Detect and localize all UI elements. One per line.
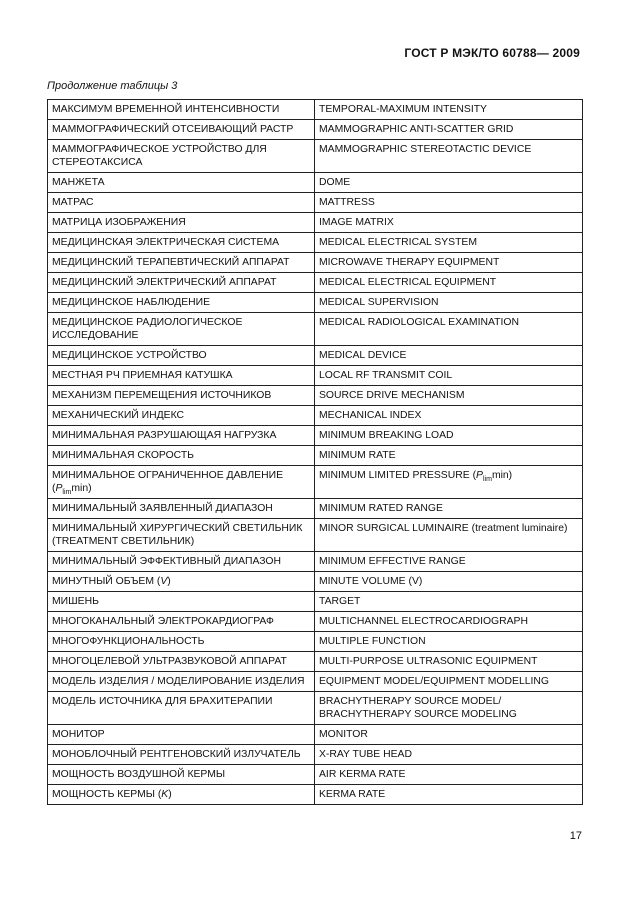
term-ru-cell	[48, 273, 315, 293]
term-ru-cell	[48, 692, 315, 725]
table-row	[48, 446, 583, 466]
term-en: MINOR SURGICAL LUMINAIRE (treatment luminaire)	[319, 523, 568, 534]
term-en-cell	[315, 572, 583, 592]
term-en-cell	[315, 745, 583, 765]
term-ru: МЕХАНИЗМ ПЕРЕМЕЩЕНИЯ ИСТОЧНИКОВ	[52, 390, 272, 401]
term-ru-cell: МИНУТНЫЙ ОБЪЕМ (V)	[48, 572, 315, 592]
term-en-cell	[315, 366, 583, 386]
table-row	[48, 313, 583, 346]
table-caption: Продолжение таблицы 3	[47, 80, 178, 92]
term-ru: МАТРИЦА ИЗОБРАЖЕНИЯ	[52, 217, 186, 228]
term-ru-cell	[48, 725, 315, 745]
term-ru-cell	[48, 446, 315, 466]
table-row	[48, 366, 583, 386]
term-en: AIR KERMA RATE	[319, 769, 406, 780]
table-row	[48, 612, 583, 632]
term-en-cell	[315, 765, 583, 785]
table-row	[48, 765, 583, 785]
page-number: 17	[569, 830, 582, 842]
term-ru-cell	[48, 173, 315, 193]
term-en-cell	[315, 632, 583, 652]
table-row	[48, 572, 583, 592]
term-ru-cell	[48, 552, 315, 572]
term-ru-cell	[48, 765, 315, 785]
term-en-cell	[315, 592, 583, 612]
term-en: MULTI-PURPOSE ULTRASONIC EQUIPMENT	[319, 656, 538, 667]
term-en-cell	[315, 406, 583, 426]
term-ru-subscript: lim	[62, 489, 72, 497]
table-row	[48, 233, 583, 253]
term-en-cell	[315, 446, 583, 466]
term-en: MEDICAL DEVICE	[319, 350, 407, 361]
term-ru: МАТРАС	[52, 197, 94, 208]
term-ru-cell	[48, 140, 315, 173]
term-ru-cell	[48, 313, 315, 346]
term-ru: МИНИМАЛЬНОЕ ОГРАНИЧЕННОЕ ДАВЛЕНИЕ	[52, 470, 283, 481]
table-row	[48, 293, 583, 313]
term-en-cell	[315, 173, 583, 193]
term-en: MECHANICAL INDEX	[319, 410, 422, 421]
term-en: IMAGE MATRIX	[319, 217, 394, 228]
term-ru: МОНОБЛОЧНЫЙ РЕНТГЕНОВСКИЙ ИЗЛУЧАТЕЛЬ	[52, 749, 301, 760]
term-en: MINIMUM LIMITED PRESSURE	[319, 470, 470, 481]
term-ru-cell	[48, 100, 315, 120]
term-en: KERMA RATE	[319, 789, 386, 800]
term-ru-cell	[48, 499, 315, 519]
term-en: MINIMUM RATE	[319, 450, 396, 461]
term-ru-cell	[48, 745, 315, 765]
table-row	[48, 499, 583, 519]
term-ru-cell	[48, 120, 315, 140]
term-en-tail: min)	[491, 470, 513, 481]
term-en-cell	[315, 552, 583, 572]
term-ru-symbol: K	[161, 789, 169, 800]
term-ru: МАНЖЕТА	[52, 177, 105, 188]
term-en-cell	[315, 120, 583, 140]
term-en: MEDICAL RADIOLOGICAL EXAMINATION	[319, 317, 519, 328]
term-ru-cell	[48, 293, 315, 313]
term-en-cell	[315, 100, 583, 120]
term-ru-cell: МОЩНОСТЬ КЕРМЫ (K)	[48, 785, 315, 805]
term-ru: МЕДИЦИНСКОЕ УСТРОЙСТВО	[52, 350, 207, 361]
term-ru-cell	[48, 632, 315, 652]
table-row	[48, 672, 583, 692]
table-row	[48, 519, 583, 552]
table-row	[48, 552, 583, 572]
table-row	[48, 346, 583, 366]
term-ru: МНОГОФУНКЦИОНАЛЬНОСТЬ	[52, 636, 205, 647]
term-en: MICROWAVE THERAPY EQUIPMENT	[319, 257, 500, 268]
term-en: MAMMOGRAPHIC ANTI-SCATTER GRID	[319, 124, 514, 135]
term-en: EQUIPMENT MODEL/EQUIPMENT MODELLING	[319, 676, 549, 687]
term-ru: МАММОГРАФИЧЕСКОЕ УСТРОЙСТВО ДЛЯ СТЕРЕОТАКСИСА	[52, 144, 267, 168]
term-ru-tail: min)	[71, 483, 92, 494]
term-ru-cell	[48, 652, 315, 672]
term-en-cell	[315, 785, 583, 805]
table-row	[48, 253, 583, 273]
term-ru: МНОГОЦЕЛЕВОЙ УЛЬТРАЗВУКОВОЙ АППАРАТ	[52, 656, 287, 667]
table-row	[48, 273, 583, 293]
terms-table	[47, 99, 583, 805]
term-en: MEDICAL SUPERVISION	[319, 297, 439, 308]
term-en-cell	[315, 499, 583, 519]
term-en: X-RAY TUBE HEAD	[319, 749, 412, 760]
term-en: TARGET	[319, 596, 361, 607]
table-row	[48, 213, 583, 233]
term-en-symbol: P	[476, 470, 483, 481]
term-ru-cell	[48, 592, 315, 612]
term-en: MEDICAL ELECTRICAL SYSTEM	[319, 237, 478, 248]
term-ru-cell	[48, 366, 315, 386]
term-ru-cell	[48, 233, 315, 253]
table-row	[48, 386, 583, 406]
table-row	[48, 120, 583, 140]
term-ru: МЕХАНИЧЕСКИЙ ИНДЕКС	[52, 410, 185, 421]
term-ru: МИНИМАЛЬНЫЙ ЭФФЕКТИВНЫЙ ДИАПАЗОН	[52, 556, 282, 567]
table-row	[48, 632, 583, 652]
term-ru-cell	[48, 213, 315, 233]
term-en-cell	[315, 253, 583, 273]
term-en-cell	[315, 140, 583, 173]
term-ru-cell	[48, 253, 315, 273]
table-row	[48, 592, 583, 612]
term-ru: МИНИМАЛЬНЫЙ ЗАЯВЛЕННЫЙ ДИАПАЗОН	[52, 503, 273, 514]
term-en-cell	[315, 213, 583, 233]
term-ru: МЕДИЦИНСКИЙ ЭЛЕКТРИЧЕСКИЙ АППАРАТ	[52, 277, 277, 288]
term-en-cell	[315, 692, 583, 725]
term-en: SOURCE DRIVE MECHANISM	[319, 390, 465, 401]
term-en: MINIMUM RATED RANGE	[319, 503, 443, 514]
term-ru-cell: МИНИМАЛЬНОЕ ОГРАНИЧЕННОЕ ДАВЛЕНИЕ $(P_{lim}\min)$	[48, 466, 315, 499]
table-row	[48, 173, 583, 193]
term-ru: МОНИТОР	[52, 729, 105, 740]
term-en-cell	[315, 386, 583, 406]
term-ru: МОДЕЛЬ ИЗДЕЛИЯ / МОДЕЛИРОВАНИЕ ИЗДЕЛИЯ	[52, 676, 305, 687]
term-ru: МНОГОКАНАЛЬНЫЙ ЭЛЕКТРОКАРДИОГРАФ	[52, 616, 274, 627]
term-ru-cell	[48, 346, 315, 366]
term-en: LOCAL RF TRANSMIT COIL	[319, 370, 453, 381]
document-header: ГОСТ Р МЭК/ТО 60788— 2009	[404, 46, 580, 60]
table-row	[48, 426, 583, 446]
term-ru-cell	[48, 672, 315, 692]
term-ru: МИНИМАЛЬНАЯ СКОРОСТЬ	[52, 450, 195, 461]
term-ru: МЕДИЦИНСКИЙ ТЕРАПЕВТИЧЕСКИЙ АППАРАТ	[52, 257, 290, 268]
term-en: MAMMOGRAPHIC STEREOTACTIC DEVICE	[319, 144, 532, 155]
terms-table-body	[48, 100, 583, 805]
term-en: MINIMUM EFFECTIVE RANGE	[319, 556, 466, 567]
table-row	[48, 466, 583, 499]
table-row	[48, 725, 583, 745]
table-row	[48, 140, 583, 173]
table-row	[48, 692, 583, 725]
table-row	[48, 406, 583, 426]
term-ru-symbol: P	[55, 483, 63, 494]
term-en-cell	[315, 426, 583, 446]
term-ru-cell	[48, 519, 315, 552]
term-ru-cell	[48, 406, 315, 426]
term-en: BRACHYTHERAPY SOURCE MODEL/ BRACHYTHERAPY SOURCE MODELING	[319, 696, 517, 720]
term-ru: МЕДИЦИНСКОЕ РАДИОЛОГИЧЕСКОЕ ИССЛЕДОВАНИЕ	[52, 317, 243, 341]
term-en-cell	[315, 273, 583, 293]
term-ru-cell	[48, 386, 315, 406]
term-en-cell	[315, 725, 583, 745]
term-en-cell	[315, 519, 583, 552]
term-en: DOME	[319, 177, 351, 188]
term-en-cell	[315, 313, 583, 346]
term-en-cell	[315, 672, 583, 692]
term-en: MINUTE VOLUME (V)	[319, 576, 423, 587]
term-en-cell	[315, 233, 583, 253]
term-ru: МАКСИМУМ ВРЕМЕННОЙ ИНТЕНСИВНОСТИ	[52, 104, 280, 115]
term-ru-cell	[48, 426, 315, 446]
term-en: MEDICAL ELECTRICAL EQUIPMENT	[319, 277, 497, 288]
term-ru: МАММОГРАФИЧЕСКИЙ ОТСЕИВАЮЩИЙ РАСТР	[52, 124, 294, 135]
term-en: MULTIPLE FUNCTION	[319, 636, 426, 647]
term-ru: МИШЕНЬ	[52, 596, 99, 607]
table-row	[48, 100, 583, 120]
term-ru: МЕДИЦИНСКАЯ ЭЛЕКТРИЧЕСКАЯ СИСТЕМА	[52, 237, 280, 248]
term-en: MATTRESS	[319, 197, 375, 208]
term-en-cell	[315, 612, 583, 632]
term-ru: МОЩНОСТЬ ВОЗДУШНОЙ КЕРМЫ	[52, 769, 226, 780]
term-en: MINIMUM BREAKING LOAD	[319, 430, 454, 441]
term-en-cell	[315, 293, 583, 313]
term-ru: МОЩНОСТЬ КЕРМЫ	[52, 789, 155, 800]
table-row	[48, 193, 583, 213]
term-ru: МЕСТНАЯ РЧ ПРИЕМНАЯ КАТУШКА	[52, 370, 233, 381]
term-ru-cell	[48, 612, 315, 632]
term-ru-symbol: V	[160, 576, 168, 587]
term-en: MULTICHANNEL ELECTROCARDIOGRAPH	[319, 616, 528, 627]
table-row	[48, 785, 583, 805]
term-en-cell	[315, 652, 583, 672]
term-ru: МИНИМАЛЬНЫЙ ХИРУРГИЧЕСКИЙ СВЕТИЛЬНИК (TREATMENT СВЕТИЛЬНИК)	[52, 523, 303, 547]
term-en-cell	[315, 346, 583, 366]
term-en-subscript: lim	[482, 476, 492, 484]
term-en-cell	[315, 193, 583, 213]
term-ru: МИНИМАЛЬНАЯ РАЗРУШАЮЩАЯ НАГРУЗКА	[52, 430, 277, 441]
term-en: MONITOR	[319, 729, 368, 740]
term-en-cell: MINIMUM LIMITED PRESSURE $(P_{lim}\min)$	[315, 466, 583, 499]
term-ru: МЕДИЦИНСКОЕ НАБЛЮДЕНИЕ	[52, 297, 211, 308]
term-ru-cell	[48, 193, 315, 213]
table-row	[48, 745, 583, 765]
term-ru: МОДЕЛЬ ИСТОЧНИКА ДЛЯ БРАХИТЕРАПИИ	[52, 696, 273, 707]
term-en: TEMPORAL-MAXIMUM INTENSITY	[319, 104, 487, 115]
table-row	[48, 652, 583, 672]
term-ru: МИНУТНЫЙ ОБЪЕМ	[52, 576, 154, 587]
